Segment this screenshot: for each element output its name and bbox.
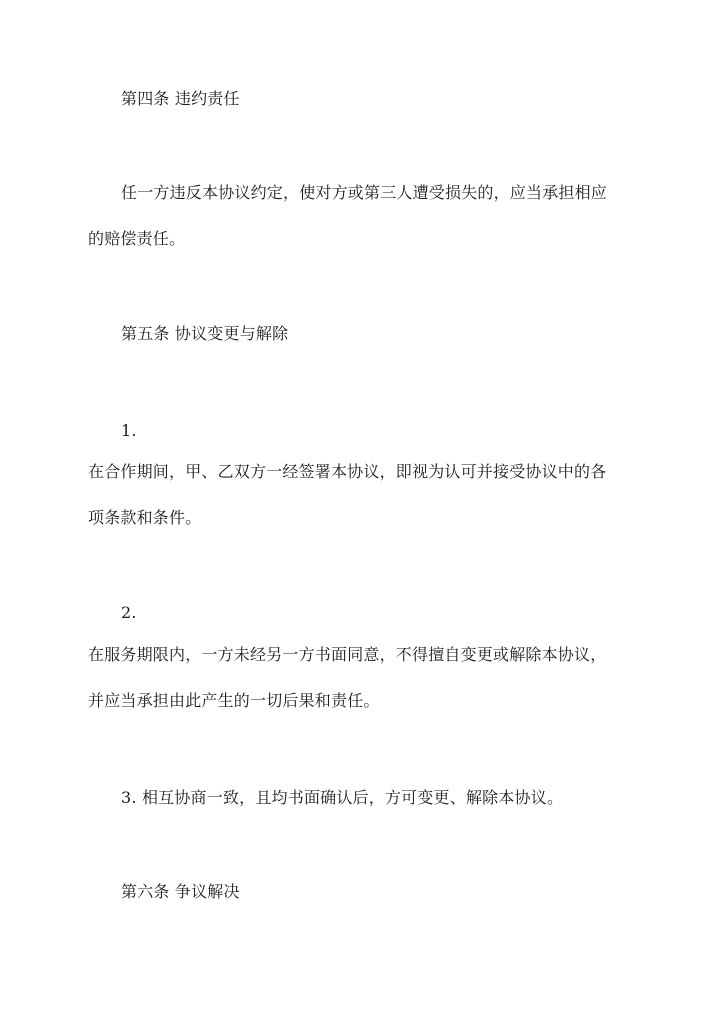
item-1-line-1: 在合作期间，甲、乙双方一经签署本协议，即视为认可并接受协议中的各 xyxy=(88,462,607,481)
item-3: 3. 相互协商一致，且均书面确认后，方可变更、解除本协议。 xyxy=(121,788,564,807)
article-4-paragraph-line-2: 的赔偿责任。 xyxy=(88,229,186,248)
item-2-number: 2. xyxy=(121,603,137,622)
article-4-heading: 第四条 违约责任 xyxy=(121,89,240,108)
article-6-heading: 第六条 争议解决 xyxy=(121,882,240,901)
item-1-number: 1. xyxy=(121,421,137,440)
article-4-paragraph-line-1: 任一方违反本协议约定，使对方或第三人遭受损失的，应当承担相应 xyxy=(121,183,608,202)
article-5-heading: 第五条 协议变更与解除 xyxy=(121,324,289,343)
item-2-line-2: 并应当承担由此产生的一切后果和责任。 xyxy=(88,691,380,710)
item-2-line-1: 在服务期限内，一方未经另一方书面同意，不得擅自变更或解除本协议， xyxy=(88,645,607,664)
item-1-line-2: 项条款和条件。 xyxy=(88,508,202,527)
